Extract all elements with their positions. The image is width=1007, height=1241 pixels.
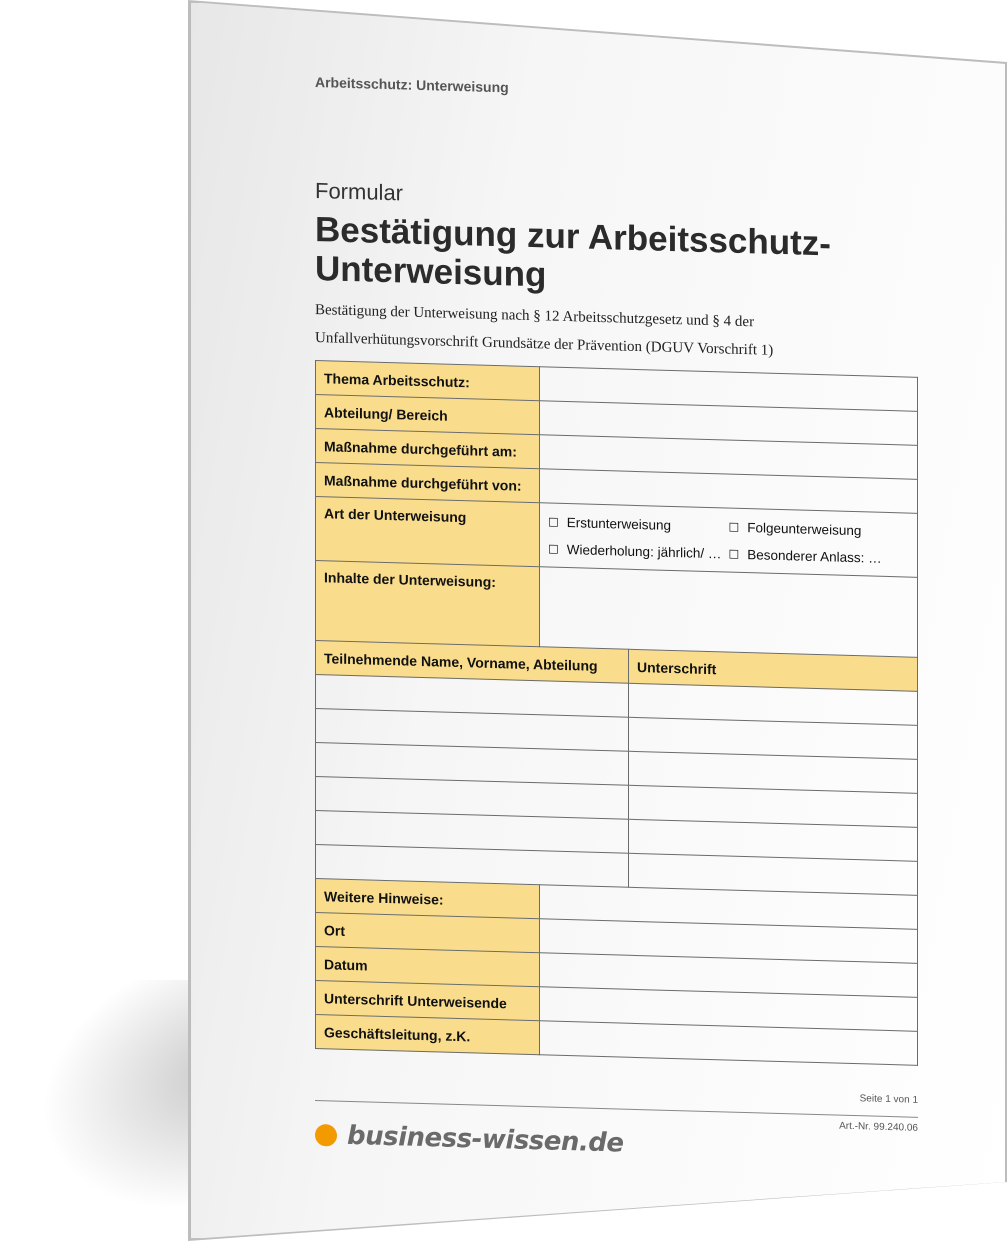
art-options (540, 503, 918, 578)
form-table (315, 360, 918, 1066)
header-unterschrift: Unterschrift (629, 649, 918, 691)
label-datum: Datum (316, 947, 540, 987)
checkbox-wiederholung[interactable] (548, 535, 729, 567)
checkbox-icon: ☐ (728, 520, 740, 535)
label-unterschrift-unterweisende: Unterschrift Unterweisende (316, 981, 540, 1021)
checkbox-icon: ☐ (728, 547, 740, 562)
brand-text: business-wissen.de (347, 1120, 624, 1159)
checkbox-label: Besonderer Anlass: … (747, 546, 882, 566)
brand-dot-icon (315, 1124, 337, 1147)
intro-line-2: Unfallverhütungsvorschrift Grundsätze der Prävention (DGUV Vorschrift 1) (315, 330, 774, 359)
checkbox-besonderer-anlass[interactable] (729, 540, 910, 572)
checkbox-icon: ☐ (548, 542, 559, 557)
page-title: Bestätigung zur Arbeitsschutz-Unterweisung (315, 210, 831, 295)
label-art: Art der Unterweisung (316, 497, 540, 567)
label-thema: Thema Arbeitsschutz: (316, 361, 540, 401)
header-teilnehmende: Teilnehmende Name, Vorname, Abteilung (316, 641, 629, 684)
label-inhalte: Inhalte der Unterweisung: (316, 561, 540, 647)
label-durchgefuehrt-von: Maßnahme durchgeführt von: (316, 463, 540, 503)
intro-line-1: Bestätigung der Unterweisung nach § 12 Arbeitsschutzgesetz und § 4 der (315, 302, 755, 331)
label-ort: Ort (316, 913, 540, 953)
page-number: Seite 1 von 1 (859, 1093, 918, 1106)
label-abteilung: Abteilung/ Bereich (316, 395, 540, 435)
label-durchgefuehrt-am: Maßnahme durchgeführt am: (316, 429, 540, 469)
checkbox-grid (548, 508, 909, 572)
brand-logo (315, 1120, 624, 1159)
intro-text (315, 296, 905, 368)
checkbox-label: Erstunterweisung (566, 514, 672, 533)
document-content (315, 70, 918, 1187)
checkbox-icon: ☐ (548, 515, 559, 530)
article-number: Art.-Nr. 99.240.06 (839, 1120, 918, 1134)
checkbox-label: Folgeunterweisung (747, 519, 862, 538)
input-inhalte[interactable] (540, 567, 918, 658)
doc-type: Formular (315, 178, 404, 206)
label-hinweise: Weitere Hinweise: (316, 879, 540, 919)
footer-divider (315, 1100, 918, 1118)
running-header: Arbeitsschutz: Unterweisung (315, 74, 509, 96)
checkbox-label: Wiederholung: jährlich/ … (566, 541, 722, 561)
label-geschaeftsleitung: Geschäftsleitung, z.K. (316, 1015, 540, 1055)
